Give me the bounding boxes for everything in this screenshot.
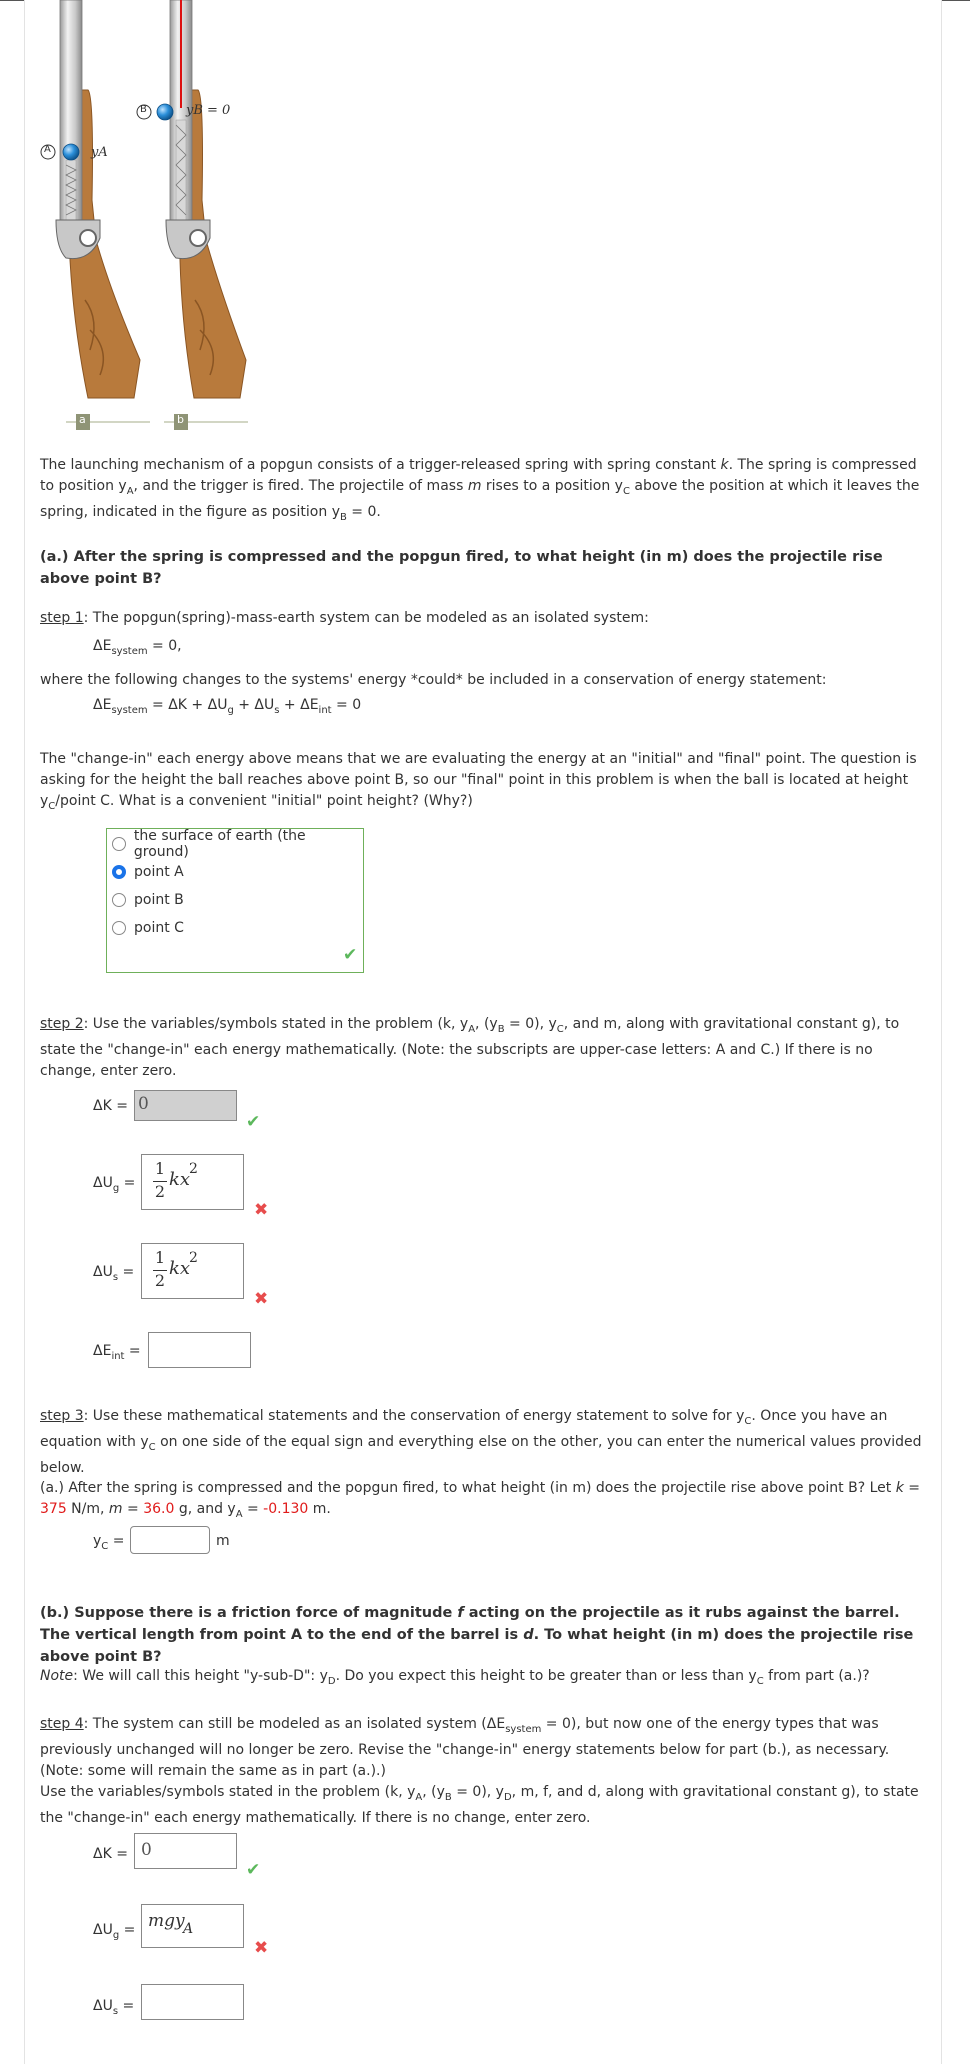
radio-option-point-c[interactable]: point C <box>112 917 184 939</box>
step3-question: (a.) After the spring is compressed and the popgun fired, to what height (in m) does the projectile rise above point B? Let k = 375 N/m, m = 36.0 g, and $y_A = -0.130$ m. <box>40 1480 920 1520</box>
popgun-figure <box>30 0 260 440</box>
step3-text: step 3: Use these mathematical statements and the conservation of energy statement to solve for $y_C$. Once you have an equation with $y_C$ on one side of the equal sign and everything else on the other, you can enter the numerical values provided below. <box>40 1408 922 1476</box>
yc-unit: m <box>216 1533 230 1549</box>
part-b-dk-check-icon: ✔ <box>246 1860 261 1880</box>
step1-text: step 1: The popgun(spring)-mass-earth system can be modeled as an isolated system: <box>40 610 649 626</box>
intro-paragraph: The launching mechanism of a popgun consists of a trigger-released spring with spring constant k. The spring is compressed to position $y_A$, and the trigger is fired. The projectile of mass m rises to a position $y_C$ above the position at which it leaves the spring, indicated in the figure as position $y_B = 0$. <box>40 457 920 523</box>
part-b-dk-input[interactable]: 0 <box>134 1833 237 1869</box>
popgun-illustration <box>30 0 260 440</box>
ball-b <box>157 104 173 120</box>
dk-label: ΔK = <box>93 1098 128 1114</box>
part-a-question: (a.) After the spring is compressed and the popgun fired, to what height (in m) does the projectile rise above point B? <box>40 549 883 587</box>
part-b-note: Note: We will call this height "y-sub-D": $y_D$. Do you expect this height to be greater than or less than $y_C$ from part (a.)? <box>40 1668 870 1687</box>
y-a-label: yA <box>91 145 108 160</box>
part-b-dus-input[interactable] <box>141 1984 244 2020</box>
deint-input[interactable] <box>148 1332 251 1368</box>
radio-button[interactable] <box>112 921 126 935</box>
panel-b-label: b <box>177 413 184 426</box>
step2-text: step 2: Use the variables/symbols stated in the problem (k, $y_A$, $(y_B = 0)$, $y_C$, and m, along with gravitational constant g), to state the "change-in" each energy mathematically. (Note: the subscripts are upper-case letters: A and C.) If there is no change, enter zero. <box>40 1016 900 1079</box>
y-b-label: yB = 0 <box>186 103 231 118</box>
correct-check-icon: ✔ <box>343 945 358 965</box>
dus-label: $\Delta U_s$ = <box>93 1264 135 1283</box>
ball-a <box>63 144 79 160</box>
yc-label: $y_C$ = <box>93 1533 125 1552</box>
ya-value: -0.130 <box>263 1501 309 1517</box>
radio-button[interactable] <box>112 837 126 851</box>
deint-label: $\Delta E_{int}$ = <box>93 1343 141 1362</box>
dk-check-icon: ✔ <box>246 1112 261 1132</box>
label-a-circle-text: A <box>44 144 51 155</box>
radio-option-point-a[interactable]: point A <box>112 861 184 883</box>
dus-input[interactable]: 1 2 kx 2 <box>141 1243 244 1299</box>
step1-where-text: where the following changes to the systems' energy *could* be included in a conservation of energy statement: <box>40 672 827 688</box>
part-b-dk-label: ΔK = <box>93 1846 128 1862</box>
dug-error-icon: ✖ <box>254 1200 269 1220</box>
radio-button-selected[interactable] <box>112 865 126 879</box>
step1-equation-2: $\Delta E_{system} = \Delta K + \Delta U_g + \Delta U_s + \Delta E_{int} = 0$ <box>93 697 362 716</box>
dug-input[interactable]: 1 2 kx 2 <box>141 1154 244 1210</box>
m-value: 36.0 <box>143 1501 175 1517</box>
part-b-dus-label: $\Delta U_s$ = <box>93 1998 135 2017</box>
radio-option-ground[interactable]: the surface of earth (the ground) <box>112 833 363 855</box>
step4-text: step 4: The system can still be modeled as an isolated system $(\Delta E_{system} = 0)$, but now one of the energy types that was previously unchanged will no longer be zero. Revise the "change-in" energy statements below for part (b.), as necessary. (Note: some will remain the same as in part (a.).) Use the variables/symbols stated in the problem (k, $y_A$, $(y_B = 0)$, $y_D$, m, f, and d, along with gravitational constant g), to state the "change-in" each energy mathematically. If there is no change, enter zero. <box>40 1716 919 1826</box>
part-b-dug-label: $\Delta U_g$ = <box>93 1922 136 1941</box>
dk-input[interactable]: 0 <box>134 1090 237 1121</box>
part-b-dug-input[interactable]: mgy A <box>141 1904 244 1948</box>
dus-error-icon: ✖ <box>254 1289 269 1309</box>
part-b-dug-error-icon: ✖ <box>254 1938 269 1958</box>
step1-equation-1: $\Delta E_{system} = 0$, <box>93 638 182 657</box>
dug-label: $\Delta U_g$ = <box>93 1175 136 1194</box>
label-b-circle-text: B <box>140 104 147 115</box>
panel-a-label: a <box>79 413 86 426</box>
radio-button[interactable] <box>112 893 126 907</box>
radio-option-point-b[interactable]: point B <box>112 889 184 911</box>
step1-paragraph: The "change-in" each energy above means that we are evaluating the energy at an "initial" and "final" point. The question is asking for the height the ball reaches above point B, so our "final" point in this problem is when the ball is located at height $y_C$/point C. What is a convenient "initial" point height? (Why?) <box>40 751 917 812</box>
part-b-question: (b.) Suppose there is a friction force of magnitude f acting on the projectile as it rubs against the barrel. The vertical length from point A to the end of the barrel is d. To what height (in m) does the projectile rise above point B? <box>40 1605 914 1665</box>
initial-point-radio-group <box>106 828 364 973</box>
yc-input[interactable] <box>130 1526 210 1554</box>
k-value: 375 <box>40 1501 67 1517</box>
